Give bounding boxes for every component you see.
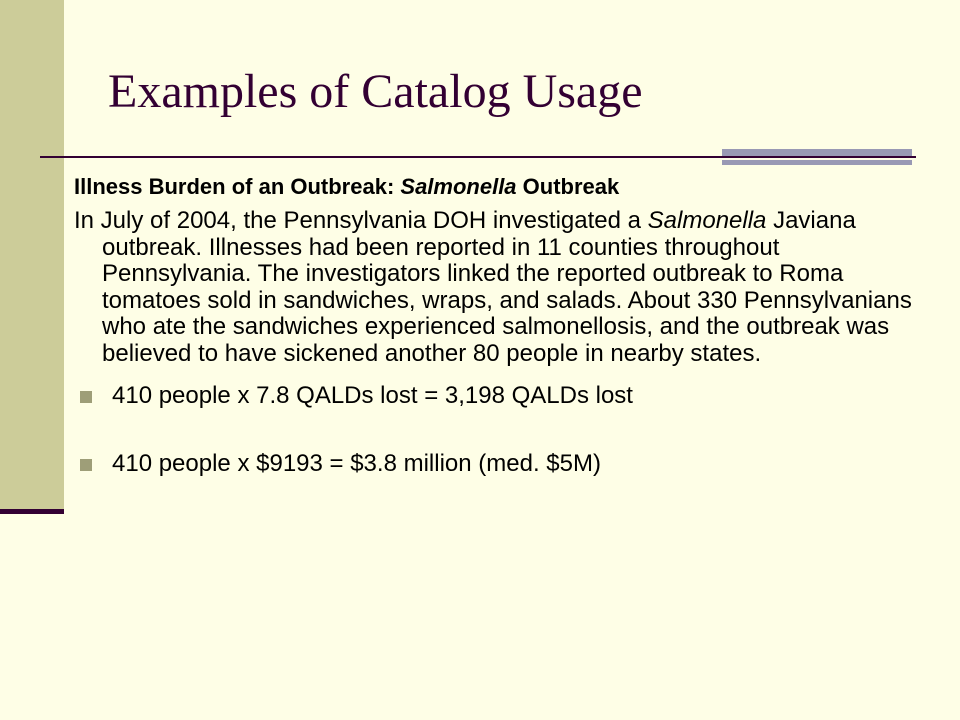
bullet-list xyxy=(74,381,914,479)
square-bullet-icon xyxy=(80,391,92,403)
title-rule-accent-lower xyxy=(722,160,912,165)
subheading xyxy=(74,172,914,202)
bullet-text-qalds: 410 people x 7.8 QALDs lost = 3,198 QALDs lost xyxy=(112,382,633,409)
bullet-item-cost xyxy=(74,449,914,479)
paragraph-italic: Salmonella xyxy=(647,207,767,234)
subheading-lead: Illness Burden of an Outbreak: xyxy=(74,174,401,199)
title-rule xyxy=(40,156,916,158)
slide-body xyxy=(74,172,914,479)
square-bullet-icon xyxy=(80,459,92,471)
side-band xyxy=(0,0,64,510)
outbreak-paragraph xyxy=(74,208,914,367)
paragraph-part2: Javiana outbreak. Illnesses had been reported in 11 counties throughout Pennsylvania. The investigators linked the reported outbreak to Roma tomatoes sold in sandwiches, wraps, and salads. About 330 Pennsylvanians who ate the sandwiches experienced salmonellosis, and the outbreak was believed to have sickened another 80 people in nearby states. xyxy=(102,207,912,367)
paragraph-part1: In July of 2004, the Pennsylvania DOH investigated a xyxy=(74,207,648,234)
subheading-italic: Salmonella xyxy=(400,174,517,199)
bullet-item-qalds xyxy=(74,381,914,411)
subheading-tail: Outbreak xyxy=(516,174,620,199)
slide-title: Examples of Catalog Usage xyxy=(108,65,643,118)
side-tick xyxy=(0,509,64,514)
bullet-text-cost: 410 people x $9193 = $3.8 million (med. $5M) xyxy=(112,450,601,477)
